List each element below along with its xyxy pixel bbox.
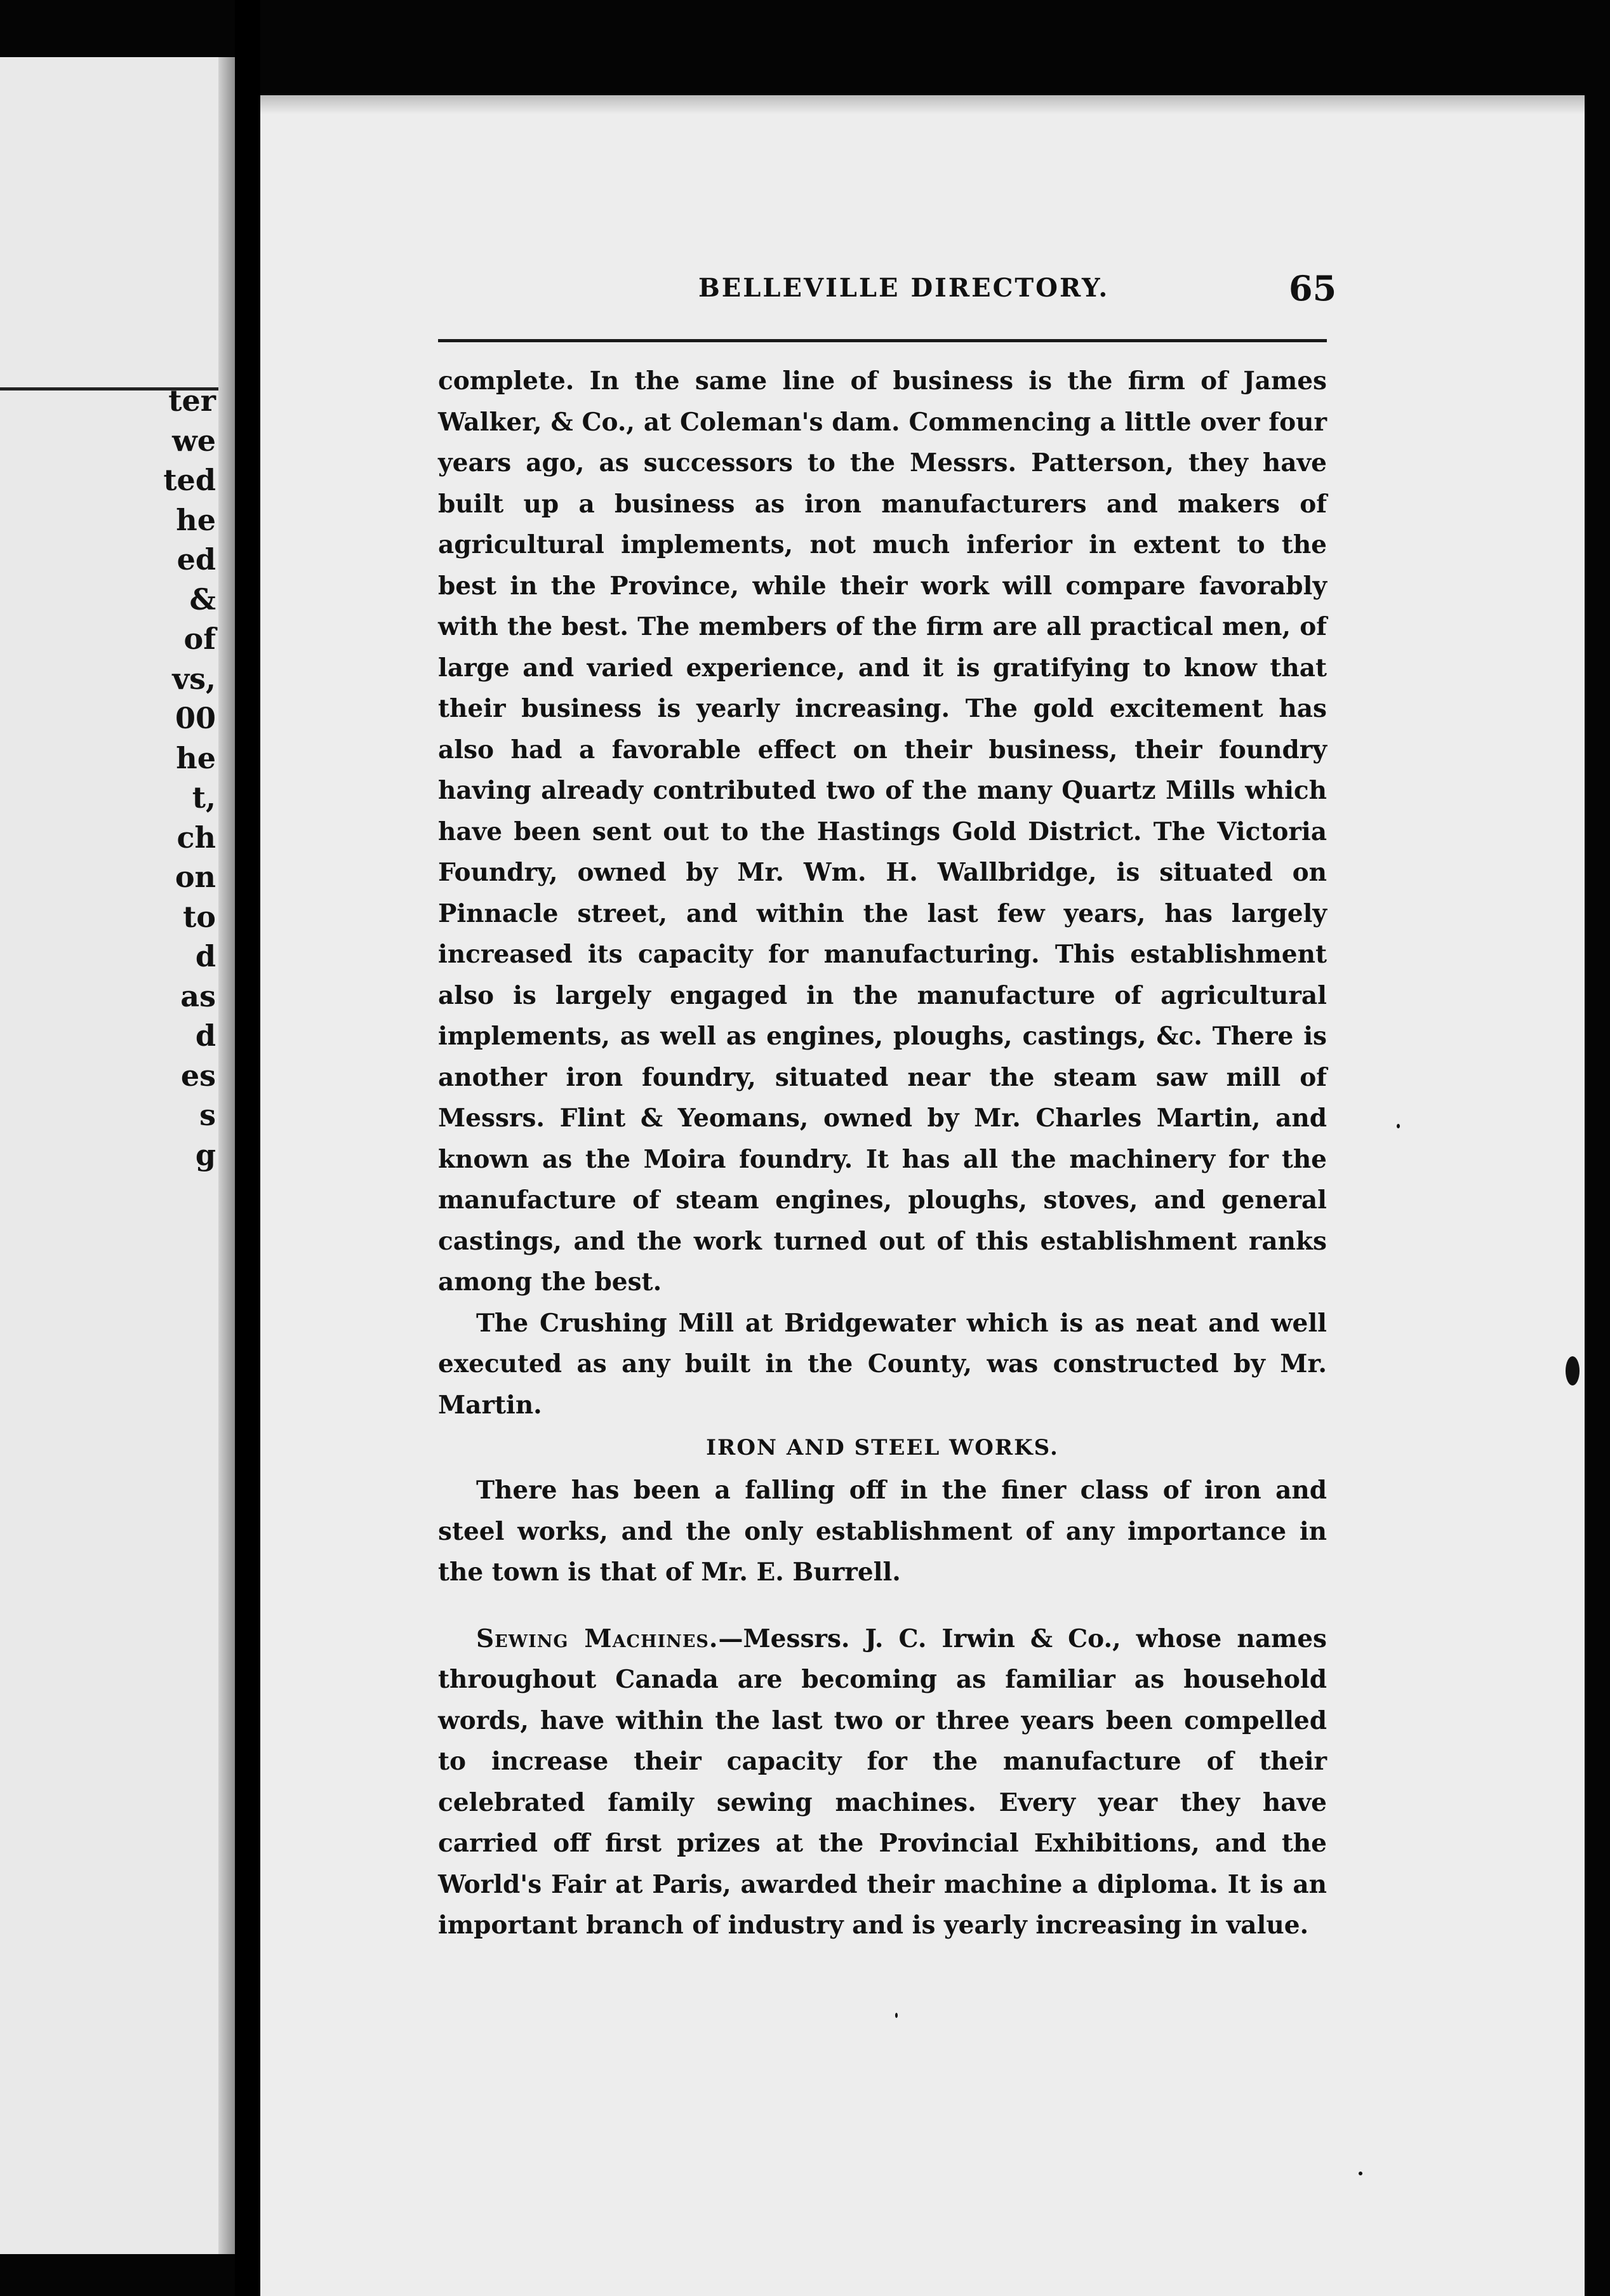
running-head [260,268,1337,317]
section-heading-iron-steel: IRON AND STEEL WORKS. [706,1435,1059,1460]
left-fragment-line: ed [176,542,216,577]
left-fragment-line: ter [168,384,216,418]
page-top-shadow [260,95,1585,114]
left-gutter-shadow [218,57,235,2254]
paragraph-sewing-machines [438,1619,1327,1946]
page-number: 65 [1289,268,1337,309]
left-fragment-line: of [183,622,216,656]
left-fragment-line: he [176,502,216,537]
left-page-fragment [0,57,235,2254]
left-fragment-line: ted [163,463,216,497]
left-fragment-line: we [172,423,216,458]
ink-speck [1397,1124,1400,1128]
right-page [260,95,1585,2296]
sewing-machines-lead: Sewing Machines. [476,1624,719,1653]
left-fragment-line: g [195,1137,216,1172]
left-fragment-line: to [183,899,216,934]
left-fragment-line: d [195,939,216,973]
paragraph-foundries: complete. In the same line of business is the firm of James Walker, & Co., at Coleman's dam. Commencing a little over four years ago, as successors to the Messrs. Patterson, they have built up a business as iron manufacturers and makers of agricultural implements, not much inferior in extent to the best in the Province, while their work will compare favorably with the best. The members of the firm are all practical men, of large and varied experience, and it is gratifying to know that their business is yearly increasing. The gold excitement has also had a favorable effect on their business, their foundry having already contributed two of the many Quartz Mills which have been sent out to the Hastings Gold District. The Victoria Foundry, owned by Mr. Wm. H. Wallbridge, is situated on Pinnacle street, and within the last few years, has largely increased its capacity for manufacturing. This establishment also is largely engaged in the manufacture of agricultural implements, as well as engines, ploughs, castings, &c. There is another iron foundry, situated near the steam saw mill of Messrs. Flint & Yeomans, owned by Mr. Charles Martin, and known as the Moira foundry. It has all the machinery for the manufacture of steam engines, ploughs, stoves, and general castings, and the work turned out of this establishment ranks among the best. [438,366,1327,1297]
left-fragment-line: t, [192,780,216,815]
ink-speck [1566,1356,1580,1385]
paragraph-crushing-mill: The Crushing Mill at Bridgewater which is as neat and well executed as any built in the County, was constructed by Mr. Martin. [438,1308,1327,1420]
left-fragment-line: d [195,1018,216,1053]
sewing-machines-text: —Messrs. J. C. Irwin & Co., whose names throughout Canada are becoming as familiar as household words, have within the last two or three years been compelled to increase their capacity for the manufacture of their celebrated family sewing machines. Every year they have carried off first prizes at the Provincial Exhibitions, and the World's Fair at Paris, awarded their machine a diploma. It is an important branch of industry and is yearly increasing in value. [438,1624,1327,1940]
header-rule [438,339,1327,342]
left-fragment-line: vs, [172,661,216,696]
ink-speck [895,2013,898,2018]
left-fragment-line: 00 [175,701,216,735]
left-page-text-fragments [163,381,216,1175]
left-fragment-line: on [175,860,216,894]
left-fragment-line: he [176,740,216,775]
book-spine [235,0,260,2296]
paragraph-iron-steel-works: There has been a falling off in the finer class of iron and steel works, and the only establishment of any importance in the town is that of Mr. E. Burrell. [438,1476,1327,1587]
left-fragment-line: as [180,978,216,1013]
left-fragment-line: & [189,582,216,617]
body-text [438,361,1327,1946]
ink-speck [1359,2172,1362,2175]
left-fragment-line: es [180,1058,216,1093]
running-title: BELLEVILLE DIRECTORY. [698,273,1110,303]
left-fragment-line: s [199,1098,216,1132]
left-fragment-line: ch [176,820,216,855]
